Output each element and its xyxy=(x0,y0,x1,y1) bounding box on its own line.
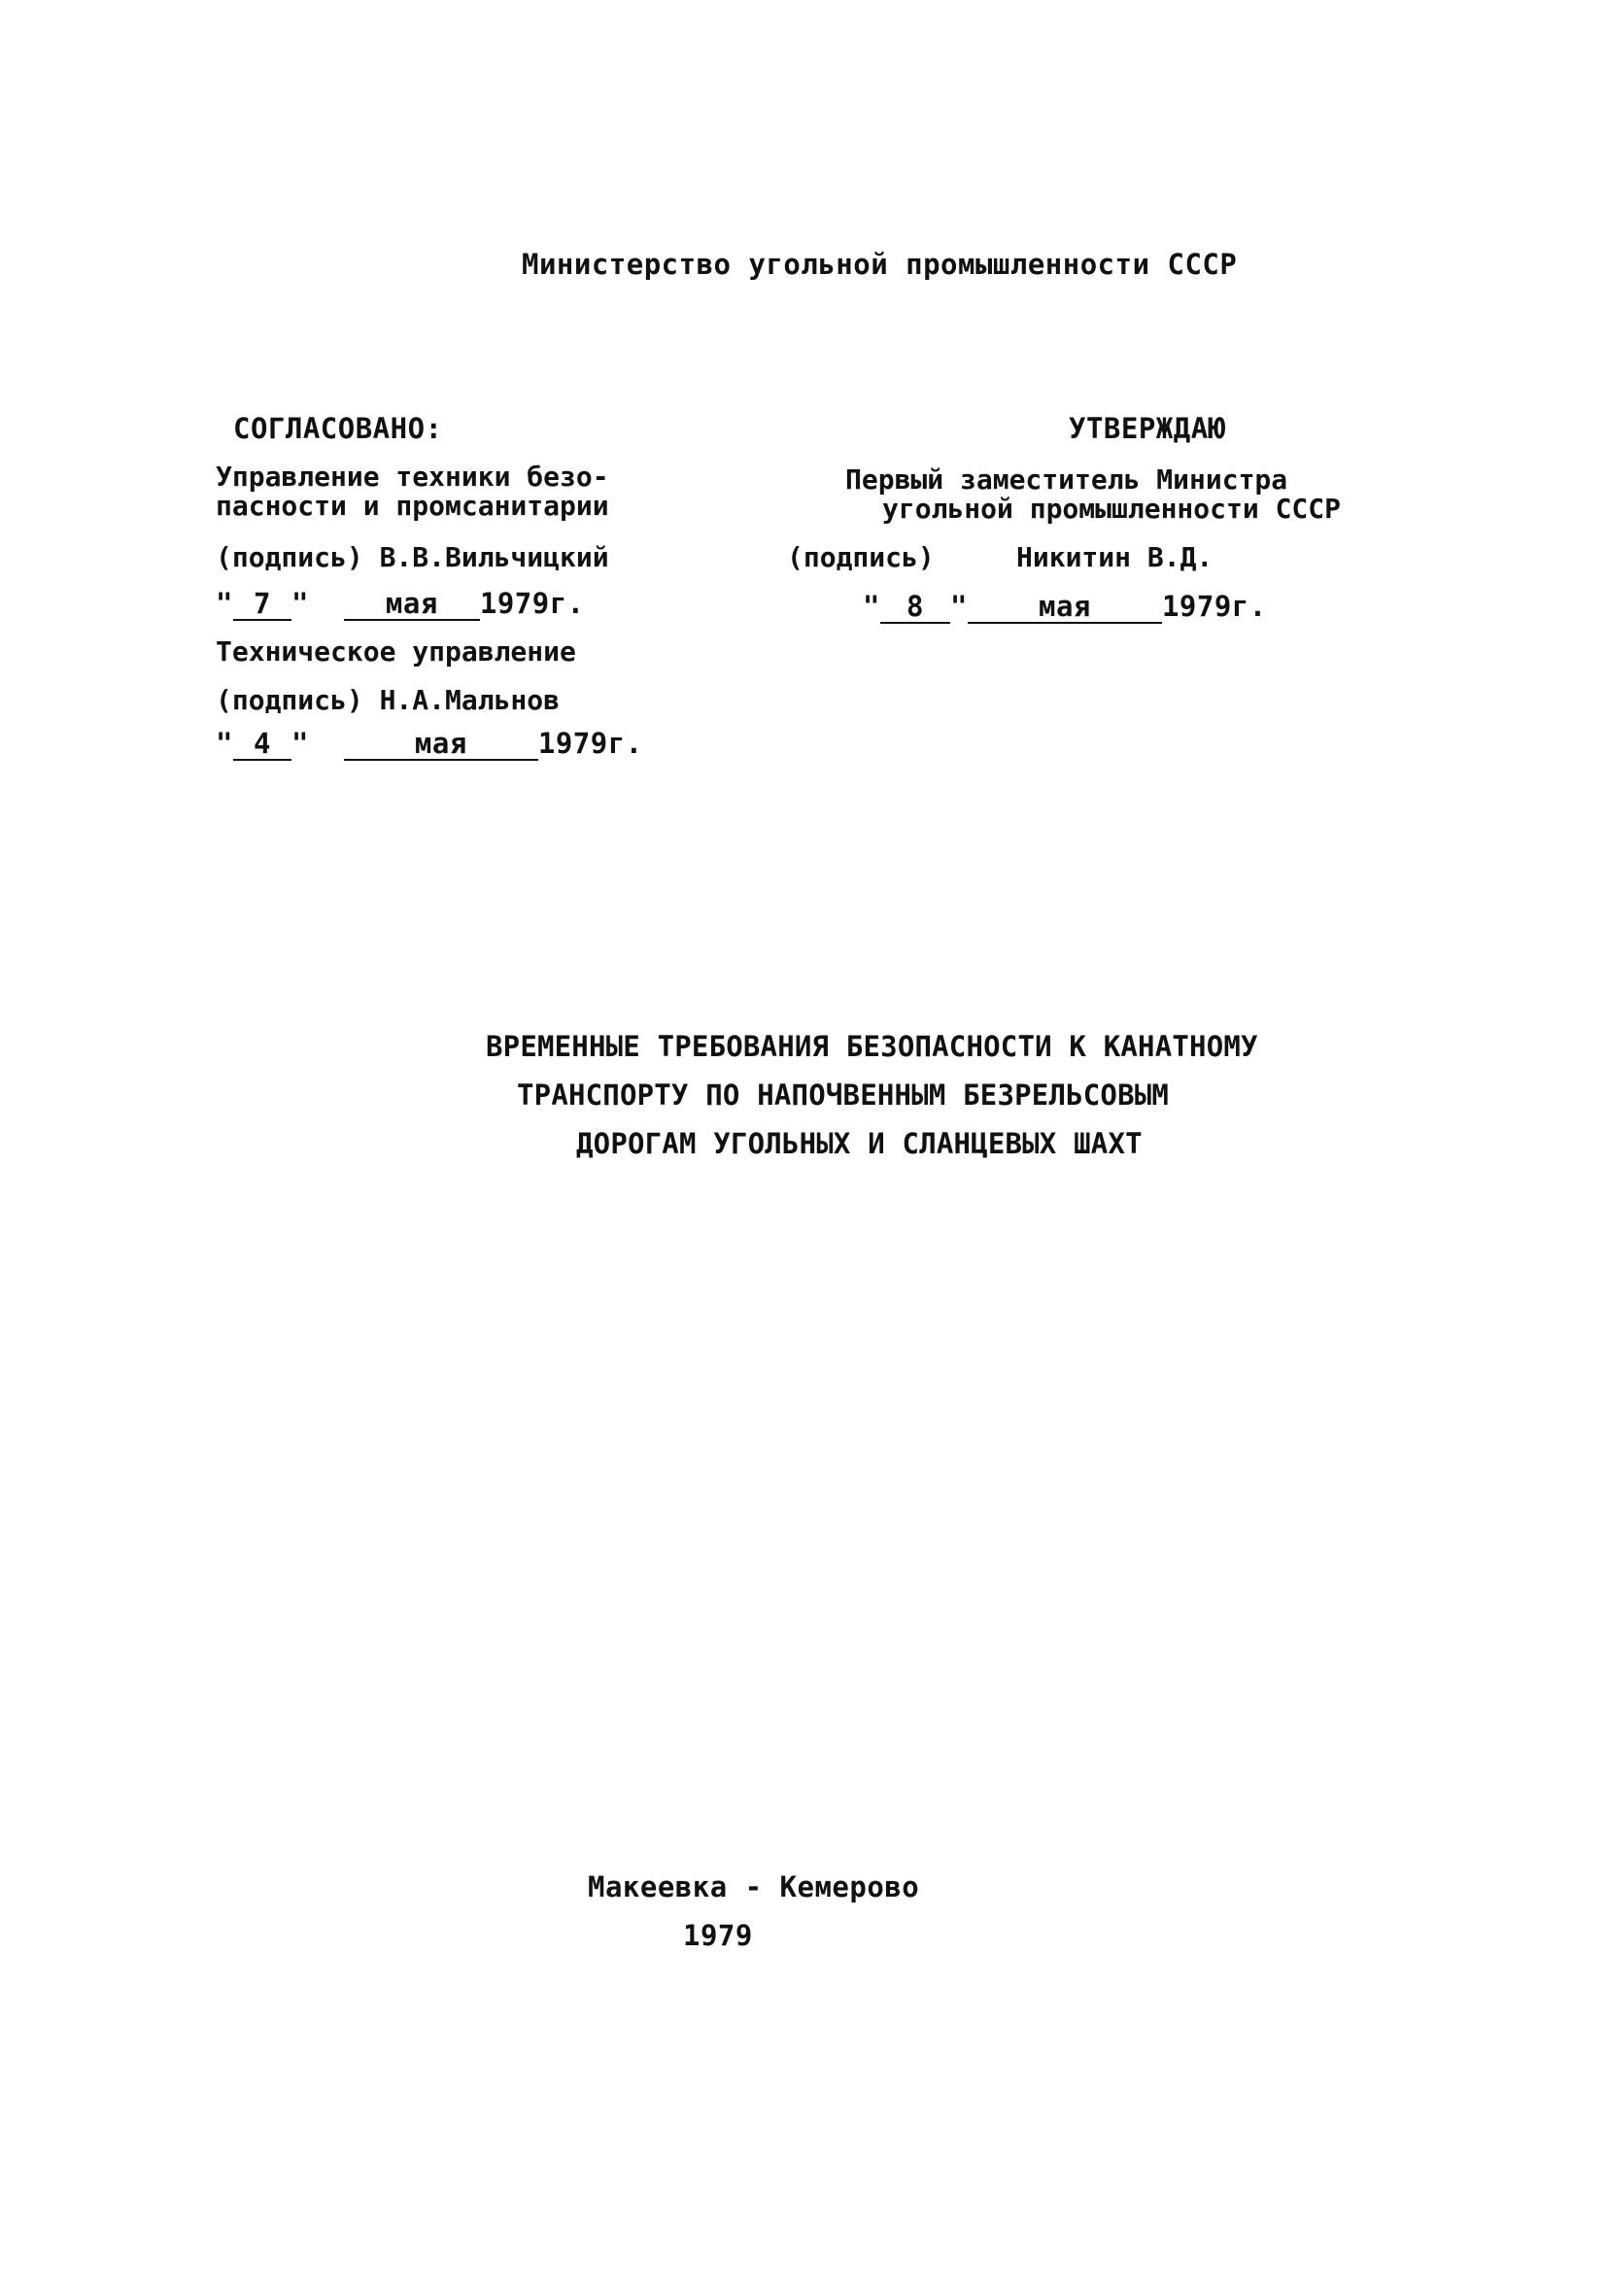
agreed-org-line-1: Управление техники безо- xyxy=(216,461,609,493)
approved-date xyxy=(863,590,1267,624)
date-year: 1979г. xyxy=(479,587,585,620)
date-day: 4 xyxy=(233,730,291,761)
agreed-date-1 xyxy=(216,587,585,621)
approved-signature: (подпись) Никитин В.Д. xyxy=(787,541,1214,573)
document-title-line-1: ВРЕМЕННЫЕ ТРЕБОВАНИЯ БЕЗОПАСНОСТИ К КАНАТНОМУ xyxy=(486,1030,1258,1063)
imprint-place: Макеевка - Кемерово xyxy=(588,1870,920,1903)
agreed-signature-2: (подпись) Н.А.Мальнов xyxy=(216,684,561,716)
ministry-header: Министерство угольной промышленности СССР xyxy=(522,248,1238,281)
document-title-line-2: ТРАНСПОРТУ ПО НАПОЧВЕННЫМ БЕЗРЕЛЬСОВЫМ xyxy=(517,1079,1170,1112)
document-title-line-3: ДОРОГАМ УГОЛЬНЫХ И СЛАНЦЕВЫХ ШАХТ xyxy=(576,1127,1143,1160)
date-day: 7 xyxy=(233,590,291,621)
date-month: мая xyxy=(344,730,538,761)
approved-position-line-1: Первый заместитель Министра xyxy=(845,463,1288,496)
quote-close: " xyxy=(291,587,309,620)
quote-open: " xyxy=(863,590,880,623)
agreed-org-line-2: пасности и промсанитарии xyxy=(216,490,609,522)
agreed-signature-1: (подпись) В.В.Вильчицкий xyxy=(216,541,609,573)
date-year: 1979г. xyxy=(1161,590,1267,623)
date-year: 1979г. xyxy=(537,727,643,760)
quote-open: " xyxy=(216,587,233,620)
quote-close: " xyxy=(949,590,968,623)
date-month: мая xyxy=(344,590,480,621)
date-day: 8 xyxy=(880,593,950,624)
quote-close: " xyxy=(291,727,309,760)
agreed-date-2 xyxy=(216,727,643,761)
date-month: мая xyxy=(968,593,1162,624)
approved-label: УТВЕРЖДАЮ xyxy=(1069,412,1226,445)
imprint-year: 1979 xyxy=(683,1919,753,1952)
quote-open: " xyxy=(216,727,233,760)
agreed-label: СОГЛАСОВАНО: xyxy=(233,412,443,445)
technical-directorate: Техническое управление xyxy=(216,635,576,668)
approved-position-line-2: угольной промышленности СССР xyxy=(882,493,1342,525)
